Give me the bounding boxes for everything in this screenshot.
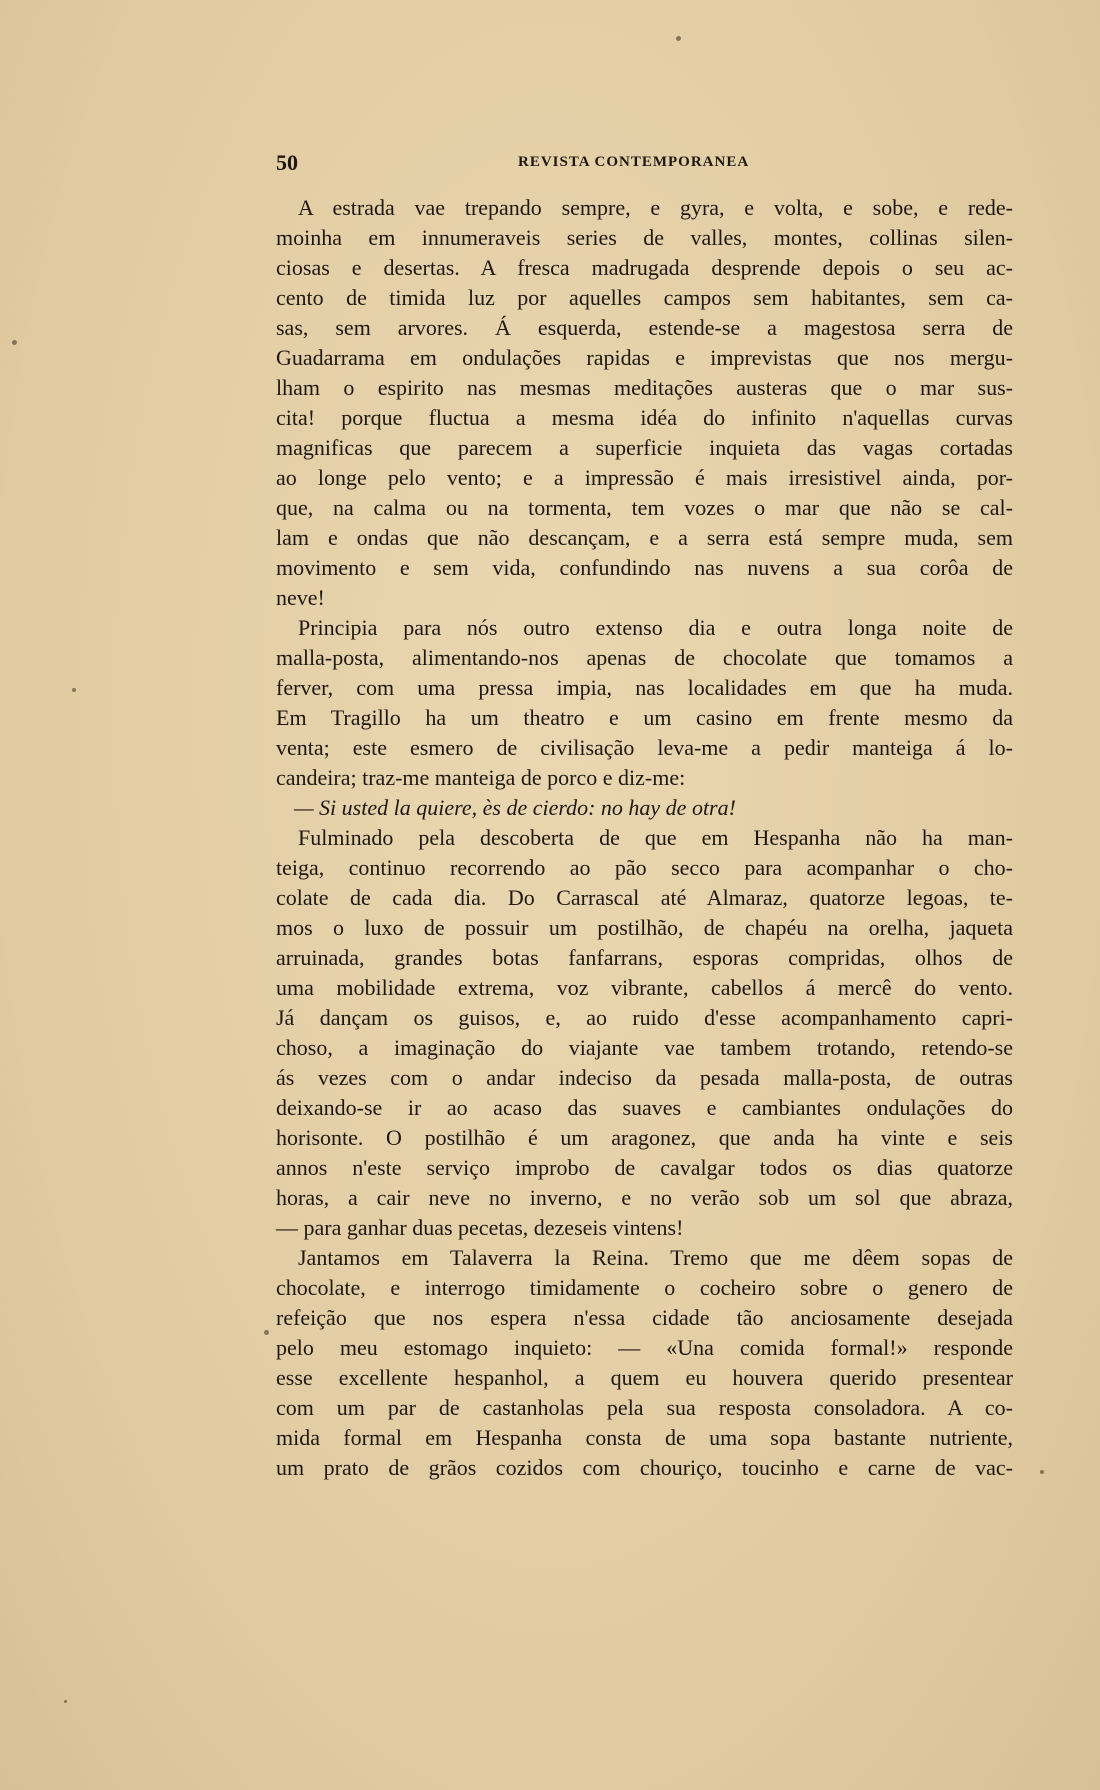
text-line: mida formal em Hespanha consta de uma sopa bastante nutriente, (276, 1425, 1013, 1450)
text-line: Guadarrama em ondulações rapidas e imprevistas que nos mergu- (276, 345, 1013, 370)
text-line: chocolate, e interrogo timidamente o cocheiro sobre o genero de (276, 1275, 1013, 1300)
text-line: uma mobilidade extrema, voz vibrante, cabellos á mercê do vento. (276, 975, 1013, 1000)
text-line: candeira; traz-me manteiga de porco e diz-me: (276, 765, 686, 790)
text-line: Fulminado pela descoberta de que em Hespanha não ha man- (298, 825, 1013, 850)
text-line: lam e ondas que não descançam, e a serra está sempre muda, sem (276, 525, 1013, 550)
text-line: colate de cada dia. Do Carrascal até Almaraz, quatorze legoas, te- (276, 885, 1013, 910)
page-number: 50 (276, 150, 298, 175)
text-line: annos n'este serviço improbo de cavalgar todos os dias quatorze (276, 1155, 1013, 1180)
text-line: um prato de grãos cozidos com chouriço, toucinho e carne de vac- (276, 1455, 1013, 1480)
text-line: cita! porque fluctua a mesma idéa do infinito n'aquellas curvas (276, 405, 1013, 430)
paper-speck (1040, 1470, 1044, 1474)
text-line: malla-posta, alimentando-nos apenas de chocolate que tomamos a (276, 645, 1013, 670)
paper-speck (64, 1700, 67, 1703)
text-line: com um par de castanholas pela sua resposta consoladora. A co- (276, 1395, 1013, 1420)
text-line: ao longe pelo vento; e a impressão é mais irresistivel ainda, por- (276, 465, 1013, 490)
text-line: venta; este esmero de civilisação leva-me a pedir manteiga á lo- (276, 735, 1013, 760)
paragraph-3 (276, 823, 1013, 1243)
text-line: lham o espirito nas mesmas meditações austeras que o mar sus- (276, 375, 1013, 400)
text-line: ás vezes com o andar indeciso da pesada malla-posta, de outras (276, 1065, 1013, 1090)
text-line: pelo meu estomago inquieto: — «Una comida formal!» responde (276, 1335, 1013, 1360)
body-text (276, 193, 1013, 1483)
text-line: mos o luxo de possuir um postilhão, de chapéu na orelha, jaqueta (276, 915, 1013, 940)
dialog-paragraph (276, 793, 1013, 823)
text-line: arruinada, grandes botas fanfarrans, esporas compridas, olhos de (276, 945, 1013, 970)
paragraph-4 (276, 1243, 1013, 1483)
paper-speck (676, 36, 681, 41)
text-line: refeição que nos espera n'essa cidade tão anciosamente desejada (276, 1305, 1013, 1330)
paper-speck (12, 340, 17, 345)
text-line: horas, a cair neve no inverno, e no verão sob um sol que abraza, (276, 1185, 1013, 1210)
text-line: horisonte. O postilhão é um aragonez, que anda ha vinte e seis (276, 1125, 1013, 1150)
text-line: Já dançam os guisos, e, ao ruido d'esse acompanhamento capri- (276, 1005, 1013, 1030)
text-line: A estrada vae trepando sempre, e gyra, e volta, e sobe, e rede- (298, 195, 1013, 220)
text-line: moinha em innumeraveis series de valles, montes, collinas silen- (276, 225, 1013, 250)
text-line: que, na calma ou na tormenta, tem vozes o mar que não se cal- (276, 495, 1013, 520)
running-title: REVISTA CONTEMPORANEA (518, 154, 750, 170)
text-line: choso, a imaginação do viajante vae tambem trotando, retendo-se (276, 1035, 1013, 1060)
text-line: cento de timida luz por aquelles campos sem habitantes, sem ca- (276, 285, 1013, 310)
text-line: Jantamos em Talaverra la Reina. Tremo que me dêem sopas de (298, 1245, 1013, 1270)
text-line: ferver, com uma pressa impia, nas localidades em que ha muda. (276, 675, 1013, 700)
text-line: deixando-se ir ao acaso das suaves e cambiantes ondulações do (276, 1095, 1013, 1120)
text-line: movimento e sem vida, confundindo nas nuvens a sua corôa de (276, 555, 1013, 580)
text-line: Em Tragillo ha um theatro e um casino em frente mesmo da (276, 705, 1013, 730)
text-line: esse excellente hespanhol, a quem eu houvera querido presentear (276, 1365, 1013, 1390)
text-line: magnificas que parecem a superficie inquieta das vagas cortadas (276, 435, 1013, 460)
page-header (276, 150, 1013, 180)
text-line: neve! (276, 585, 325, 610)
text-line: sas, sem arvores. Á esquerda, estende-se a magestosa serra de (276, 315, 1013, 340)
text-line: ciosas e desertas. A fresca madrugada desprende depois o seu ac- (276, 255, 1013, 280)
dialog-line: — Si usted la quiere, ès de cierdo: no hay de otra! (294, 795, 736, 820)
text-line: — para ganhar duas pecetas, dezeseis vintens! (276, 1215, 684, 1240)
paper-speck (264, 1330, 269, 1335)
paragraph-1 (276, 193, 1013, 613)
text-line: Principia para nós outro extenso dia e outra longa noite de (298, 615, 1013, 640)
paragraph-2 (276, 613, 1013, 793)
paper-speck (72, 688, 76, 692)
text-line: teiga, continuo recorrendo ao pão secco para acompanhar o cho- (276, 855, 1013, 880)
